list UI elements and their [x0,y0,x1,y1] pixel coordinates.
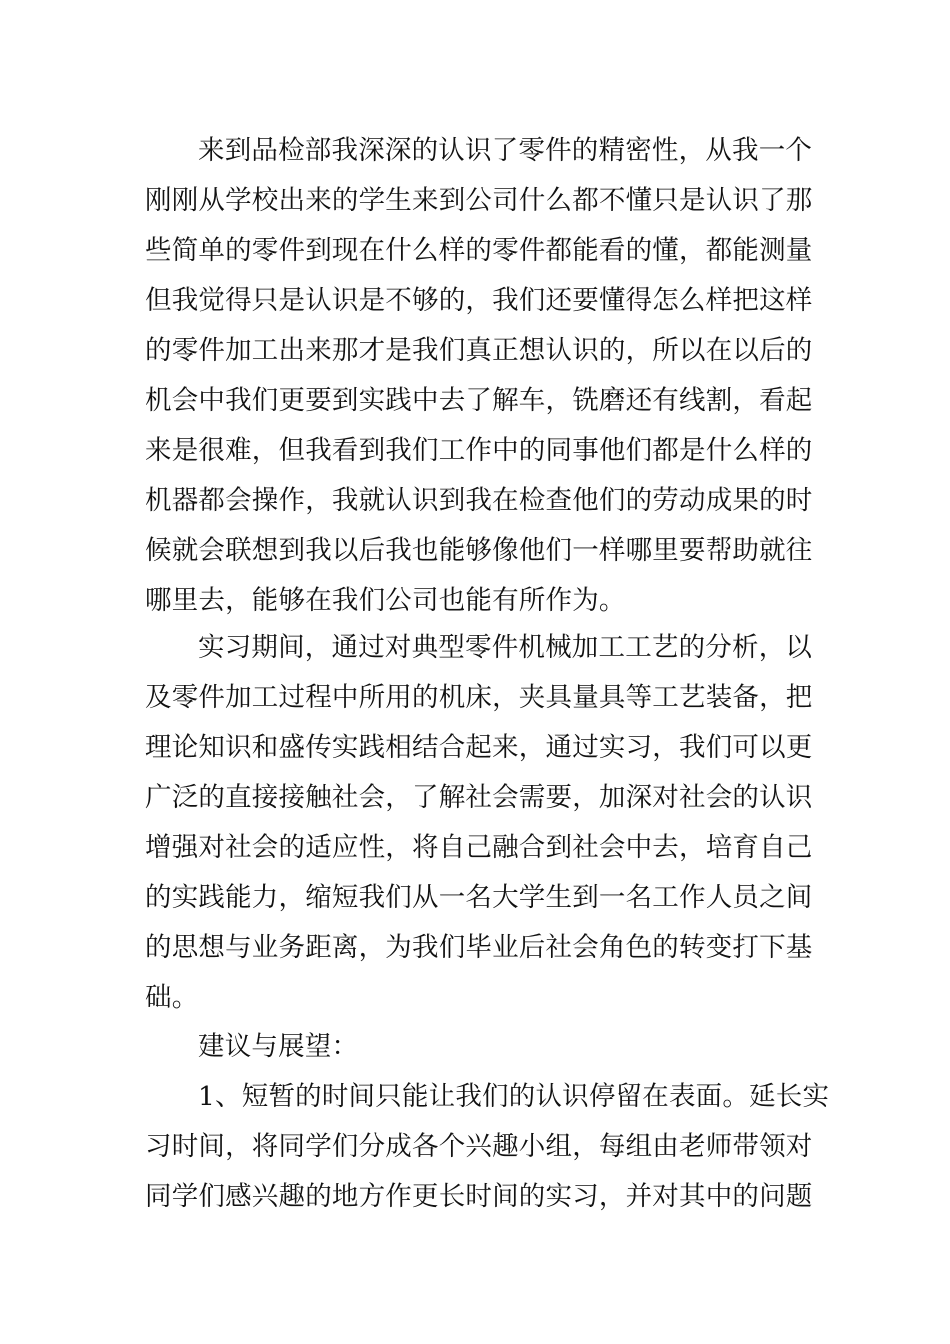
paragraph-1-line-10: 哪里去，能够在我们公司也能有所作为。 [145,585,626,616]
paragraph-2-line-2: 及零件加工过程中所用的机床，夹具量具等工艺装备，把 [145,682,813,713]
paragraph-1-line-1: 来到品检部我深深的认识了零件的精密性，从我一个 [198,135,813,166]
paragraph-1-line-6: 机会中我们更要到实践中去了解车，铣磨还有线割，看起 [145,385,813,416]
paragraph-1-line-9: 候就会联想到我以后我也能够像他们一样哪里要帮助就往 [145,535,813,566]
paragraph-2-line-4: 广泛的直接接触社会，了解社会需要，加深对社会的认识 [145,782,813,813]
paragraph-1-line-5: 的零件加工出来那才是我们真正想认识的，所以在以后的 [145,335,813,366]
paragraph-1-line-7: 来是很难，但我看到我们工作中的同事他们都是什么样的 [145,435,813,466]
paragraph-1-line-3: 些简单的零件到现在什么样的零件都能看的懂，都能测量 [145,235,813,266]
paragraph-1-line-8: 机器都会操作，我就认识到我在检查他们的劳动成果的时 [145,485,813,516]
paragraph-2-line-5: 增强对社会的适应性，将自己融合到社会中去，培育自己 [145,832,813,863]
paragraph-2-line-7: 的思想与业务距离，为我们毕业后社会角色的转变打下基 [145,932,813,963]
paragraph-3-line-2: 习时间，将同学们分成各个兴趣小组，每组由老师带领对 [145,1131,813,1162]
paragraph-1-line-2: 刚刚从学校出来的学生来到公司什么都不懂只是认识了那 [145,185,813,216]
paragraph-2-line-3: 理论知识和盛传实践相结合起来，通过实习，我们可以更 [145,732,813,763]
paragraph-3-line-3: 同学们感兴趣的地方作更长时间的实习，并对其中的问题 [145,1181,813,1212]
paragraph-2-line-1: 实习期间，通过对典型零件机械加工工艺的分析，以 [198,632,813,663]
section-heading-suggestions: 建议与展望： [198,1031,359,1062]
paragraph-1-line-4: 但我觉得只是认识是不够的，我们还要懂得怎么样把这样 [145,285,813,316]
paragraph-3-line-1: 1、短暂的时间只能让我们的认识停留在表面。延长实 [198,1081,830,1112]
paragraph-2-line-6: 的实践能力，缩短我们从一名大学生到一名工作人员之间 [145,882,813,913]
paragraph-2-line-8: 础。 [145,982,199,1013]
